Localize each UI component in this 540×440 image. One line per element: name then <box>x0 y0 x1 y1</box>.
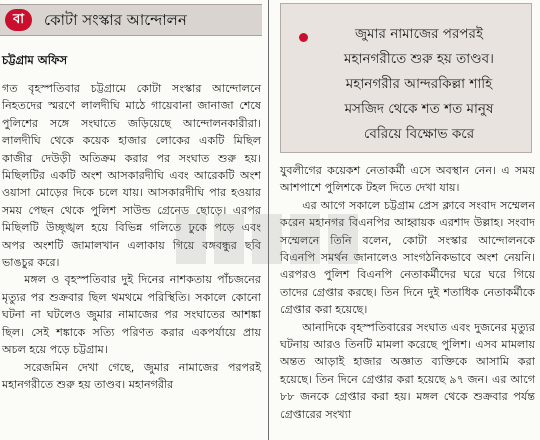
article-paragraph: এর আগে সকালে চট্টগ্রাম প্রেস ক্লাবে সংবাদ সম্মেলন করেন মহানগর বিএনপির আহ্বায়ক এরশাদ উল্লাহ। সংবাদ সম্মেলনে তিনি বলেন, কোটা সংস্কার আন্দোলনকে বিএনপি সমর্থন জানালেও সাংগঠনিকভাবে অংশ নেয়নি। এরপরও পুলিশ বিএনপি নেতাকর্মীদের ঘরে ঘরে গিয়ে তাদের গ্রেপ্তার করছে। তিন দিনে দুই শতাধিক নেতাকর্মীকে গ্রেপ্তার করা হয়েছে। <box>280 198 535 317</box>
column-divider <box>268 0 269 440</box>
article-paragraph: সরেজমিন দেখা গেছে, জুমার নামাজের পরপরই মহানগরীতে শুরু হয় তাণ্ডব। মহানগরীর <box>2 360 261 391</box>
pullquote-line: মহানগরীর আন্দরকিল্লা শাহি <box>345 76 493 92</box>
article-paragraph: আনাদিকে বৃহস্পতিবারের সংঘাত এবং দুজনের মৃত্যুর ঘটনায় আরও তিনটি মামলা করেছে পুলিশ। এসব মামলায় অন্তত আড়াই হাজার অজ্ঞাত ব্যক্তিকে আসামি করা হয়েছে। তিন দিনে গ্রেপ্তার করা হয়েছে ৯৭ জন। এর আগে ৮৮ জনকে গ্রেপ্তার করা হয়। মঙ্গল থেকে শুক্রবার পর্যন্ত গ্রেপ্তারের সংখ্যা <box>280 320 535 421</box>
section-badge: বা <box>5 9 32 31</box>
article-body-right-column <box>280 162 535 423</box>
article-paragraph: গত বৃহস্পতিবার চট্টগ্রামে কোটা সংস্কার আন্দোলনে নিহতদের স্মরণে লালদীঘি মাঠে গায়েবানা জানাজা শেষে পুলিশের সঙ্গে সংঘাতে জড়িয়েছে আন্দোলনকারীরা। লালদীঘি থেকে কয়েক হাজার লোকের একটি মিছিল কাজীর দেউড়ী অতিক্রম করার পর সংঘাত শুরু হয়। মিছিলটির একটি অংশ আসকারদীঘি এবং আরেকটি অংশ ওয়াসা মোড়ের দিকে চলে যায়। আসকারদীঘি পার হওয়ার সময় পেছন থেকে পুলিশ সাউন্ড গ্রেনেড ছোড়ে। এরপর মিছিলটি উচ্ছৃঙ্খল হয়ে বিভিন্ন গলিতে ঢুকে পড়ে এবং অপর অংশটি জামালখান এলাকায় গিয়ে বঙ্গবন্ধুর ছবি ভাঙচুর করে। <box>2 82 261 270</box>
pullquote-line: মহানগরীতে শুরু হয় তাণ্ডব। <box>344 51 494 67</box>
article-paragraph: মঙ্গল ও বৃহস্পতিবার দুই দিনের নাশকতায় পাঁচজনের মৃত্যুর পর শুক্রবার ছিল থমথমে পরিস্থিতি। সকালে কোনো ঘটনা না ঘটলেও জুমার নামাজের পর সংঘাতের আশঙ্কা ছিল। সেই শঙ্কাকে সত্যি পরিণত করার একপর্যায়ে প্রায় অচল হয়ে পড়ে চট্টগ্রাম। <box>2 273 261 357</box>
pullquote-line: মসজিদ থেকে শত শত মানুষ <box>344 101 494 117</box>
byline: চট্টগ্রাম অফিস <box>2 53 68 67</box>
pullquote-line: জুমার নামাজের পরপরই <box>354 26 483 42</box>
red-bullet-icon <box>299 33 308 42</box>
section-title: কোটা সংস্কার আন্দোলন <box>44 11 187 29</box>
article-paragraph: যুবলীগের কয়েকশ নেতাকর্মী এসে অবস্থান নেন। এ সময় আশপাশে পুলিশকে টহল দিতে দেখা যায়। <box>280 164 535 195</box>
article-body-left-column <box>2 80 261 393</box>
section-headline-bar <box>0 4 262 36</box>
pullquote-box <box>280 3 532 153</box>
pullquote-line: বেরিয়ে বিক্ষোভ করে <box>363 126 475 142</box>
pullquote-text <box>311 22 527 147</box>
